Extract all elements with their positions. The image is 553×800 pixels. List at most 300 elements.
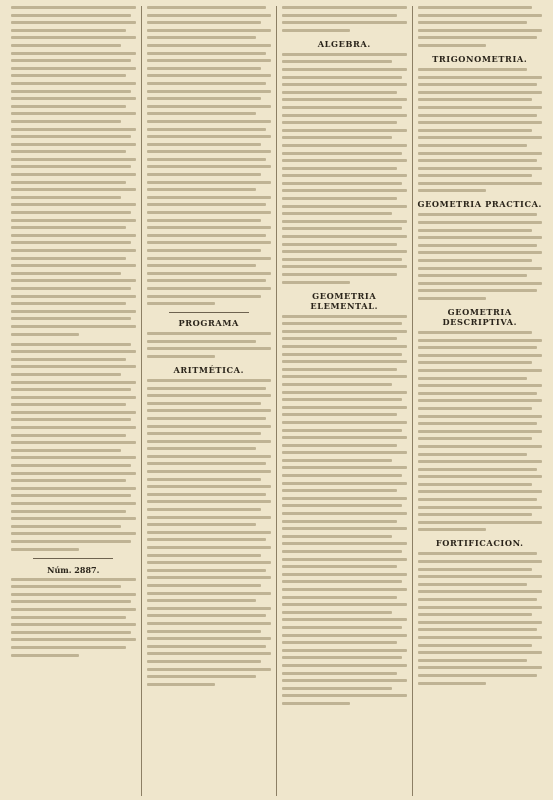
text-line-placeholder bbox=[282, 98, 407, 101]
text-line-placeholder bbox=[418, 6, 533, 9]
text-line-placeholder bbox=[282, 337, 397, 340]
text-line-placeholder bbox=[11, 646, 126, 649]
text-line-placeholder bbox=[11, 525, 121, 528]
text-line-placeholder bbox=[11, 302, 126, 305]
text-line-placeholder bbox=[11, 82, 136, 85]
text-line-placeholder bbox=[11, 36, 136, 39]
text-line-placeholder bbox=[11, 219, 136, 222]
text-line-placeholder bbox=[418, 167, 543, 170]
text-line-placeholder bbox=[282, 136, 392, 139]
text-line-placeholder bbox=[147, 607, 272, 610]
text-line-placeholder bbox=[418, 289, 538, 292]
text-line-placeholder bbox=[282, 220, 407, 223]
text-line-placeholder bbox=[418, 606, 543, 609]
text-line-placeholder bbox=[147, 90, 272, 93]
text-line-placeholder bbox=[418, 14, 543, 17]
text-line-placeholder bbox=[147, 683, 215, 686]
text-line-placeholder bbox=[282, 60, 392, 63]
column-2 bbox=[141, 6, 277, 796]
notice-number: Núm. 2887. bbox=[47, 564, 100, 575]
text-line-placeholder bbox=[147, 287, 272, 290]
section-heading: GEOMETRIA DESCRIPTIVA. bbox=[442, 307, 518, 327]
text-line-placeholder bbox=[282, 565, 397, 568]
text-line-placeholder bbox=[11, 623, 136, 626]
text-line-placeholder bbox=[418, 651, 543, 654]
text-line-placeholder bbox=[147, 614, 267, 617]
text-line-placeholder bbox=[418, 297, 486, 300]
text-line-placeholder bbox=[282, 189, 407, 192]
text-line-placeholder bbox=[147, 622, 272, 625]
text-line-placeholder bbox=[11, 487, 136, 490]
text-line-placeholder bbox=[418, 339, 543, 342]
text-line-placeholder bbox=[11, 638, 136, 641]
text-line-placeholder bbox=[282, 702, 350, 705]
text-line-placeholder bbox=[11, 310, 136, 313]
text-line-placeholder bbox=[147, 59, 272, 62]
text-line-placeholder bbox=[11, 548, 79, 551]
text-line-placeholder bbox=[11, 418, 131, 421]
text-line-placeholder bbox=[418, 415, 543, 418]
text-line-placeholder bbox=[147, 158, 267, 161]
text-line-placeholder bbox=[282, 474, 402, 477]
text-line-placeholder bbox=[11, 158, 136, 161]
text-line-placeholder bbox=[418, 259, 533, 262]
text-line-placeholder bbox=[418, 91, 543, 94]
text-line-placeholder bbox=[418, 506, 543, 509]
text-line-placeholder bbox=[418, 528, 486, 531]
text-line-placeholder bbox=[282, 444, 397, 447]
text-line-placeholder bbox=[282, 413, 397, 416]
text-line-placeholder bbox=[282, 353, 402, 356]
text-line-placeholder bbox=[147, 569, 267, 572]
text-line-placeholder bbox=[11, 373, 121, 376]
text-line-placeholder bbox=[418, 521, 543, 524]
text-line-placeholder bbox=[418, 392, 538, 395]
text-line-placeholder bbox=[282, 368, 397, 371]
text-line-placeholder bbox=[11, 21, 136, 24]
column-4 bbox=[412, 6, 548, 796]
text-line-placeholder bbox=[418, 361, 533, 364]
text-line-placeholder bbox=[418, 114, 538, 117]
text-line-placeholder bbox=[282, 91, 397, 94]
text-line-placeholder bbox=[418, 636, 543, 639]
text-line-placeholder bbox=[282, 573, 407, 576]
text-line-placeholder bbox=[282, 588, 407, 591]
text-line-placeholder bbox=[282, 596, 397, 599]
text-block bbox=[418, 552, 543, 684]
text-line-placeholder bbox=[147, 165, 272, 168]
text-line-placeholder bbox=[147, 44, 272, 47]
text-line-placeholder bbox=[147, 128, 267, 131]
text-line-placeholder bbox=[147, 181, 272, 184]
text-line-placeholder bbox=[282, 114, 407, 117]
text-line-placeholder bbox=[418, 68, 528, 71]
text-block bbox=[11, 6, 136, 336]
text-line-placeholder bbox=[11, 608, 136, 611]
text-line-placeholder bbox=[11, 343, 131, 346]
text-line-placeholder bbox=[282, 656, 402, 659]
text-line-placeholder bbox=[147, 478, 262, 481]
text-line-placeholder bbox=[11, 52, 136, 55]
text-line-placeholder bbox=[282, 265, 407, 268]
text-line-placeholder bbox=[147, 387, 267, 390]
text-line-placeholder bbox=[418, 44, 486, 47]
text-line-placeholder bbox=[11, 272, 121, 275]
text-line-placeholder bbox=[11, 388, 131, 391]
text-line-placeholder bbox=[11, 510, 126, 513]
text-line-placeholder bbox=[418, 282, 543, 285]
text-line-placeholder bbox=[147, 340, 257, 343]
text-line-placeholder bbox=[418, 106, 543, 109]
text-line-placeholder bbox=[418, 483, 533, 486]
text-line-placeholder bbox=[11, 44, 121, 47]
text-line-placeholder bbox=[418, 598, 538, 601]
text-line-placeholder bbox=[11, 616, 126, 619]
text-line-placeholder bbox=[418, 354, 543, 357]
text-line-placeholder bbox=[418, 460, 543, 463]
text-line-placeholder bbox=[418, 666, 543, 669]
text-line-placeholder bbox=[418, 568, 533, 571]
text-line-placeholder bbox=[147, 554, 262, 557]
text-line-placeholder bbox=[282, 212, 392, 215]
text-line-placeholder bbox=[282, 626, 402, 629]
text-line-placeholder bbox=[147, 279, 267, 282]
text-line-placeholder bbox=[147, 234, 267, 237]
text-line-placeholder bbox=[282, 550, 402, 553]
text-line-placeholder bbox=[282, 21, 407, 24]
text-line-placeholder bbox=[11, 264, 136, 267]
text-line-placeholder bbox=[147, 203, 267, 206]
text-line-placeholder bbox=[147, 241, 272, 244]
text-line-placeholder bbox=[282, 144, 407, 147]
text-block bbox=[147, 379, 272, 686]
text-line-placeholder bbox=[282, 167, 397, 170]
text-line-placeholder bbox=[11, 241, 131, 244]
text-line-placeholder bbox=[147, 538, 267, 541]
text-line-placeholder bbox=[282, 174, 407, 177]
text-line-placeholder bbox=[282, 603, 407, 606]
text-line-placeholder bbox=[418, 369, 543, 372]
text-line-placeholder bbox=[11, 14, 131, 17]
section-heading: GEOMETRIA PRACTICA. bbox=[417, 199, 542, 210]
text-line-placeholder bbox=[147, 379, 272, 382]
text-line-placeholder bbox=[418, 21, 528, 24]
section-heading: GEOMETRIA ELEMENTAL. bbox=[310, 290, 379, 311]
text-line-placeholder bbox=[11, 165, 131, 168]
text-line-placeholder bbox=[147, 21, 262, 24]
text-line-placeholder bbox=[11, 358, 126, 361]
text-line-placeholder bbox=[418, 182, 543, 185]
text-line-placeholder bbox=[147, 112, 257, 115]
text-line-placeholder bbox=[282, 406, 407, 409]
text-line-placeholder bbox=[11, 631, 131, 634]
text-line-placeholder bbox=[11, 479, 126, 482]
text-line-placeholder bbox=[147, 52, 267, 55]
text-line-placeholder bbox=[418, 445, 543, 448]
text-line-placeholder bbox=[147, 500, 272, 503]
text-line-placeholder bbox=[282, 672, 397, 675]
text-line-placeholder bbox=[11, 540, 131, 543]
text-line-placeholder bbox=[282, 542, 407, 545]
text-line-placeholder bbox=[147, 105, 272, 108]
text-line-placeholder bbox=[418, 590, 543, 593]
text-block bbox=[418, 6, 543, 47]
text-line-placeholder bbox=[418, 129, 533, 132]
text-line-placeholder bbox=[11, 112, 136, 115]
text-line-placeholder bbox=[11, 188, 136, 191]
text-line-placeholder bbox=[11, 464, 131, 467]
text-line-placeholder bbox=[418, 575, 543, 578]
text-line-placeholder bbox=[147, 599, 257, 602]
text-line-placeholder bbox=[282, 558, 407, 561]
text-line-placeholder bbox=[282, 580, 402, 583]
text-line-placeholder bbox=[11, 600, 131, 603]
text-block bbox=[282, 53, 407, 284]
text-line-placeholder bbox=[11, 59, 131, 62]
text-line-placeholder bbox=[11, 350, 136, 353]
text-line-placeholder bbox=[147, 546, 272, 549]
separator-rule bbox=[169, 312, 249, 313]
text-line-placeholder bbox=[282, 504, 402, 507]
text-line-placeholder bbox=[418, 136, 543, 139]
text-line-placeholder bbox=[282, 205, 407, 208]
text-line-placeholder bbox=[147, 211, 272, 214]
text-line-placeholder bbox=[11, 287, 131, 290]
text-line-placeholder bbox=[282, 53, 407, 56]
text-line-placeholder bbox=[418, 174, 533, 177]
text-line-placeholder bbox=[418, 152, 543, 155]
text-line-placeholder bbox=[282, 243, 397, 246]
text-line-placeholder bbox=[147, 97, 262, 100]
text-line-placeholder bbox=[418, 628, 538, 631]
text-line-placeholder bbox=[147, 219, 262, 222]
section-heading: PROGRAMA bbox=[178, 318, 239, 329]
text-line-placeholder bbox=[282, 694, 407, 697]
text-line-placeholder bbox=[282, 258, 402, 261]
text-line-placeholder bbox=[282, 482, 407, 485]
text-line-placeholder bbox=[418, 121, 543, 124]
text-line-placeholder bbox=[418, 83, 538, 86]
text-line-placeholder bbox=[147, 347, 272, 350]
text-line-placeholder bbox=[282, 664, 407, 667]
text-line-placeholder bbox=[11, 249, 136, 252]
text-block bbox=[147, 332, 272, 358]
text-line-placeholder bbox=[418, 422, 538, 425]
text-line-placeholder bbox=[147, 561, 272, 564]
text-line-placeholder bbox=[418, 490, 543, 493]
text-line-placeholder bbox=[418, 437, 533, 440]
text-line-placeholder bbox=[11, 396, 136, 399]
text-line-placeholder bbox=[147, 135, 272, 138]
text-line-placeholder bbox=[11, 97, 136, 100]
text-line-placeholder bbox=[282, 618, 407, 621]
text-line-placeholder bbox=[11, 279, 136, 282]
text-line-placeholder bbox=[147, 188, 257, 191]
text-line-placeholder bbox=[282, 520, 397, 523]
text-line-placeholder bbox=[11, 150, 126, 153]
text-line-placeholder bbox=[282, 489, 397, 492]
text-line-placeholder bbox=[147, 257, 272, 260]
text-line-placeholder bbox=[282, 421, 407, 424]
section-heading: ARITMÉTICA. bbox=[173, 364, 245, 375]
section-heading: ALGEBRA. bbox=[317, 38, 371, 49]
text-line-placeholder bbox=[418, 399, 543, 402]
text-line-placeholder bbox=[147, 402, 262, 405]
text-line-placeholder bbox=[418, 468, 538, 471]
text-line-placeholder bbox=[11, 29, 126, 32]
section-heading: FORTIFICACION. bbox=[435, 538, 524, 549]
text-line-placeholder bbox=[282, 68, 407, 71]
text-line-placeholder bbox=[282, 197, 397, 200]
text-line-placeholder bbox=[147, 6, 267, 9]
text-line-placeholder bbox=[11, 449, 121, 452]
text-line-placeholder bbox=[282, 459, 392, 462]
text-line-placeholder bbox=[147, 82, 267, 85]
column-1 bbox=[6, 6, 141, 796]
text-line-placeholder bbox=[11, 317, 131, 320]
column-container bbox=[6, 6, 547, 796]
text-line-placeholder bbox=[11, 403, 126, 406]
text-line-placeholder bbox=[11, 128, 136, 131]
text-line-placeholder bbox=[11, 135, 131, 138]
text-line-placeholder bbox=[11, 196, 121, 199]
text-line-placeholder bbox=[282, 273, 397, 276]
text-block bbox=[418, 68, 543, 193]
text-line-placeholder bbox=[147, 531, 272, 534]
text-line-placeholder bbox=[418, 267, 543, 270]
text-line-placeholder bbox=[11, 381, 136, 384]
text-line-placeholder bbox=[11, 105, 126, 108]
text-line-placeholder bbox=[11, 434, 126, 437]
text-line-placeholder bbox=[282, 29, 350, 32]
text-line-placeholder bbox=[282, 159, 407, 162]
text-line-placeholder bbox=[418, 251, 543, 254]
text-line-placeholder bbox=[282, 121, 397, 124]
text-line-placeholder bbox=[11, 333, 79, 336]
text-line-placeholder bbox=[418, 498, 538, 501]
text-line-placeholder bbox=[147, 264, 257, 267]
text-line-placeholder bbox=[282, 360, 407, 363]
text-line-placeholder bbox=[282, 398, 402, 401]
text-line-placeholder bbox=[11, 517, 136, 520]
text-line-placeholder bbox=[418, 621, 543, 624]
separator-rule bbox=[33, 558, 113, 559]
text-block bbox=[11, 343, 136, 551]
text-line-placeholder bbox=[418, 674, 538, 677]
text-line-placeholder bbox=[418, 552, 538, 555]
text-line-placeholder bbox=[282, 451, 407, 454]
text-line-placeholder bbox=[11, 593, 136, 596]
text-block bbox=[282, 315, 407, 705]
text-line-placeholder bbox=[147, 417, 267, 420]
text-line-placeholder bbox=[147, 355, 215, 358]
text-line-placeholder bbox=[11, 585, 121, 588]
text-line-placeholder bbox=[282, 436, 407, 439]
section-heading: TRIGONOMETRIA. bbox=[432, 53, 528, 64]
text-line-placeholder bbox=[147, 592, 272, 595]
text-line-placeholder bbox=[11, 203, 136, 206]
text-line-placeholder bbox=[147, 302, 215, 305]
text-line-placeholder bbox=[282, 466, 407, 469]
text-line-placeholder bbox=[147, 143, 262, 146]
text-line-placeholder bbox=[418, 560, 543, 563]
text-line-placeholder bbox=[418, 583, 528, 586]
text-line-placeholder bbox=[11, 234, 136, 237]
text-line-placeholder bbox=[147, 668, 272, 671]
text-line-placeholder bbox=[282, 641, 397, 644]
text-line-placeholder bbox=[147, 249, 262, 252]
text-line-placeholder bbox=[147, 576, 272, 579]
text-line-placeholder bbox=[147, 516, 272, 519]
text-line-placeholder bbox=[282, 497, 407, 500]
text-line-placeholder bbox=[282, 315, 407, 318]
text-line-placeholder bbox=[147, 455, 272, 458]
text-line-placeholder bbox=[418, 236, 543, 239]
text-line-placeholder bbox=[282, 106, 402, 109]
text-line-placeholder bbox=[418, 29, 543, 32]
text-line-placeholder bbox=[147, 394, 272, 397]
text-line-placeholder bbox=[282, 429, 402, 432]
text-line-placeholder bbox=[11, 494, 131, 497]
text-line-placeholder bbox=[11, 426, 136, 429]
text-line-placeholder bbox=[418, 377, 528, 380]
text-line-placeholder bbox=[11, 532, 136, 535]
text-line-placeholder bbox=[282, 383, 392, 386]
text-line-placeholder bbox=[147, 74, 272, 77]
text-line-placeholder bbox=[11, 502, 136, 505]
text-line-placeholder bbox=[418, 384, 543, 387]
text-line-placeholder bbox=[282, 227, 402, 230]
text-line-placeholder bbox=[11, 365, 136, 368]
column-3 bbox=[276, 6, 412, 796]
text-line-placeholder bbox=[418, 213, 538, 216]
text-line-placeholder bbox=[418, 331, 533, 334]
text-line-placeholder bbox=[11, 411, 136, 414]
text-line-placeholder bbox=[282, 535, 392, 538]
text-line-placeholder bbox=[147, 675, 257, 678]
text-line-placeholder bbox=[11, 6, 136, 9]
text-line-placeholder bbox=[147, 295, 262, 298]
text-line-placeholder bbox=[282, 152, 402, 155]
text-line-placeholder bbox=[418, 221, 543, 224]
text-line-placeholder bbox=[282, 687, 392, 690]
text-line-placeholder bbox=[282, 235, 407, 238]
text-line-placeholder bbox=[418, 430, 543, 433]
text-line-placeholder bbox=[282, 250, 407, 253]
text-line-placeholder bbox=[11, 578, 136, 581]
text-line-placeholder bbox=[282, 679, 407, 682]
text-line-placeholder bbox=[11, 181, 126, 184]
text-block bbox=[418, 213, 543, 300]
text-line-placeholder bbox=[418, 244, 538, 247]
text-line-placeholder bbox=[11, 120, 121, 123]
text-line-placeholder bbox=[418, 513, 533, 516]
text-line-placeholder bbox=[147, 432, 262, 435]
text-line-placeholder bbox=[418, 98, 533, 101]
text-line-placeholder bbox=[147, 523, 257, 526]
text-line-placeholder bbox=[147, 150, 272, 153]
text-line-placeholder bbox=[282, 375, 407, 378]
text-line-placeholder bbox=[282, 330, 407, 333]
text-line-placeholder bbox=[282, 83, 407, 86]
text-line-placeholder bbox=[147, 409, 272, 412]
text-line-placeholder bbox=[418, 144, 528, 147]
text-line-placeholder bbox=[418, 346, 538, 349]
text-line-placeholder bbox=[147, 652, 272, 655]
text-line-placeholder bbox=[147, 14, 272, 17]
text-line-placeholder bbox=[147, 36, 257, 39]
text-block bbox=[147, 6, 272, 305]
